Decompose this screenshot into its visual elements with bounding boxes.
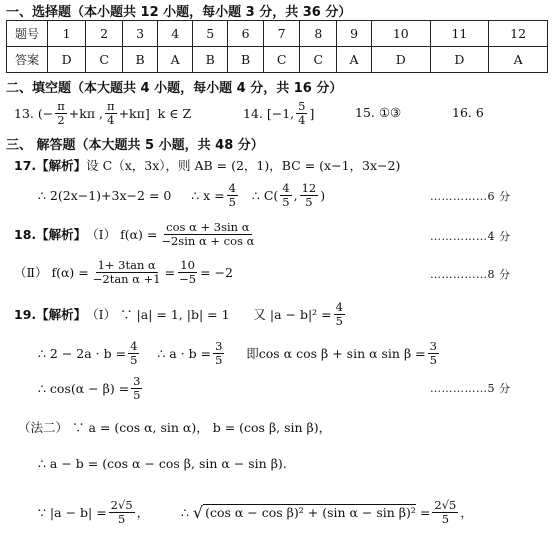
table-cell: D bbox=[371, 47, 430, 73]
q19-line-1 bbox=[14, 296, 347, 332]
q18-f2-label: （Ⅱ） f(α) = bbox=[14, 265, 89, 280]
table-cell: D bbox=[430, 47, 489, 73]
table-cell: 6 bbox=[228, 21, 263, 47]
fraction: $\frac{3}{5}$ bbox=[429, 339, 437, 367]
table-cell: 1 bbox=[48, 21, 86, 47]
q17-line-1 bbox=[14, 156, 400, 174]
table-row-answers bbox=[7, 47, 548, 73]
table-cell: 9 bbox=[337, 21, 372, 47]
fraction: $\frac{3}{5}$ bbox=[215, 339, 223, 367]
table-cell: C bbox=[263, 47, 300, 73]
table-cell: 5 bbox=[193, 21, 228, 47]
q18-f-label: （Ⅰ） f(α) = bbox=[86, 227, 158, 242]
q19-head: 19.【解析】 bbox=[14, 307, 87, 322]
q19-step: ∴ 2 − 2a · b = bbox=[38, 345, 127, 361]
fraction: $\frac{2√5}{5}$ bbox=[434, 498, 457, 526]
fraction: $\frac{\text{cos α + 3sin α}}{\text{−2sin α + cos α}}$ bbox=[161, 220, 255, 248]
q14-close: ] bbox=[309, 105, 315, 121]
fraction: $\frac{2√5}{5}$ bbox=[110, 498, 133, 526]
fraction: $\frac{\pi}{4}$ bbox=[107, 99, 115, 127]
q19-score: ……………5 分 bbox=[430, 382, 511, 395]
fraction: $\frac{4}{5}$ bbox=[130, 339, 138, 367]
table-cell: B bbox=[228, 47, 263, 73]
q19-norm: ∵ |a − b| = bbox=[38, 504, 107, 520]
table-cell: A bbox=[489, 47, 548, 73]
q19-dot: ∴ a · b = bbox=[157, 345, 212, 361]
q19-given: （Ⅰ） ∵ |a| = 1, |b| = 1 bbox=[86, 307, 230, 322]
fraction: $\frac{10}{-5}$ bbox=[179, 258, 197, 286]
q13-domain: k ∈ Z bbox=[157, 105, 192, 121]
fraction: $\frac{4}{5}$ bbox=[228, 181, 236, 209]
comma: ， bbox=[460, 505, 473, 520]
table-cell: C bbox=[86, 47, 123, 73]
fraction: $\frac{\text{1+ 3tan α}}{\text{−2tan α +1}}$ bbox=[92, 258, 161, 286]
q14-open: [−1, bbox=[266, 105, 295, 121]
q13-label: 13. bbox=[14, 105, 34, 121]
q17-c-label: ∴ C( bbox=[251, 187, 279, 203]
fraction: $\frac{\pi}{2}$ bbox=[57, 99, 65, 127]
q19-method-2-line-3 bbox=[38, 492, 473, 532]
q18-head: 18.【解析】 bbox=[14, 227, 87, 242]
sqrt-sign: √ bbox=[192, 502, 204, 522]
comma: ， bbox=[136, 505, 150, 520]
q18-part-1 bbox=[14, 215, 258, 253]
section-1-heading: 一、选择题（本小题共 12 小题，每小题 3 分，共 36 分） bbox=[6, 5, 352, 20]
table-cell: 10 bbox=[371, 21, 430, 47]
table-cell: B bbox=[193, 47, 228, 73]
q17-close: ) bbox=[320, 187, 326, 203]
q13-open: (− bbox=[37, 105, 54, 121]
q19-line-2 bbox=[38, 334, 441, 372]
table-cell: 2 bbox=[86, 21, 123, 47]
q19-method-2-line-1: （法二） ∵ a = (cos α, sin α)， b = (cos β, sin β)， bbox=[18, 420, 332, 435]
table-cell: 7 bbox=[263, 21, 300, 47]
row-label-answer: 答案 bbox=[7, 47, 48, 73]
q19-given-2: 又 |a − b|² = bbox=[253, 307, 332, 322]
q13-mid: +kπ , bbox=[68, 105, 104, 121]
q18-result: = −2 bbox=[200, 264, 233, 280]
fraction: $\frac{4}{5}$ bbox=[335, 300, 343, 328]
q14-label: 14. bbox=[243, 105, 263, 121]
equals: = bbox=[164, 264, 176, 280]
therefore: ∴ bbox=[180, 504, 189, 520]
q18-score-2: ……………8 分 bbox=[430, 268, 511, 281]
sqrt-body: (cos α − cos β)² + (sin α − sin β)² bbox=[205, 505, 416, 520]
q19-identity: 即cos α cos β + sin α sin β = bbox=[246, 346, 426, 361]
table-cell: B bbox=[122, 47, 157, 73]
table-cell: C bbox=[300, 47, 337, 73]
answer-14 bbox=[243, 96, 314, 130]
q19-line-3 bbox=[38, 370, 144, 406]
row-label-number: 题号 bbox=[7, 21, 48, 47]
q17-line-2: ∴ 2(2x−1)+3x−2 = 0 ∴ x = $\frac{4}{5}$ ∴ C( $\frac{4}{5}$ , $\frac{12}{5}$ ) bbox=[38, 181, 326, 209]
q17-equation: ∴ 2(2x−1)+3x−2 = 0 bbox=[38, 187, 172, 203]
table-row-numbers bbox=[7, 21, 548, 47]
answer-13 bbox=[14, 96, 191, 130]
fraction: $\frac{12}{5}$ bbox=[301, 181, 317, 209]
q18-part-2 bbox=[14, 253, 233, 291]
table-cell: A bbox=[337, 47, 372, 73]
section-2-heading: 二、填空题（本大题共 4 小题，每小题 4 分，共 16 分） bbox=[6, 81, 343, 96]
fraction: $\frac{4}{5}$ bbox=[282, 181, 290, 209]
table-cell: D bbox=[48, 47, 86, 73]
q19-cos: ∴ cos(α − β) = bbox=[38, 380, 130, 396]
table-cell: 3 bbox=[122, 21, 157, 47]
table-cell: 8 bbox=[300, 21, 337, 47]
answer-15: 15. ①③ bbox=[355, 105, 402, 120]
table-cell: 12 bbox=[489, 21, 548, 47]
q13-close: +kπ] bbox=[118, 105, 150, 121]
table-cell: A bbox=[158, 47, 193, 73]
fraction: $\frac{3}{5}$ bbox=[133, 374, 141, 402]
fraction: $\frac{5}{4}$ bbox=[298, 99, 306, 127]
answer-16: 16. 6 bbox=[452, 105, 484, 120]
answer-table bbox=[6, 20, 548, 73]
q17-score: ……………6 分 bbox=[430, 190, 511, 203]
q17-head: 17.【解析】 bbox=[14, 158, 87, 173]
q18-score-1: ……………4 分 bbox=[430, 230, 511, 243]
q19-method-2-line-2: ∴ a − b = (cos α − cos β, sin α − sin β). bbox=[38, 456, 287, 471]
q17-setup: 设 C（x，3x），则 AB = (2，1)，BC = (x−1，3x−2) bbox=[86, 158, 401, 173]
table-cell: 4 bbox=[158, 21, 193, 47]
section-3-heading: 三、 解答题（本大题共 5 小题，共 48 分） bbox=[6, 138, 264, 153]
table-cell: 11 bbox=[430, 21, 489, 47]
equals: = bbox=[419, 504, 431, 520]
q17-x-label: ∴ x = bbox=[191, 187, 225, 203]
